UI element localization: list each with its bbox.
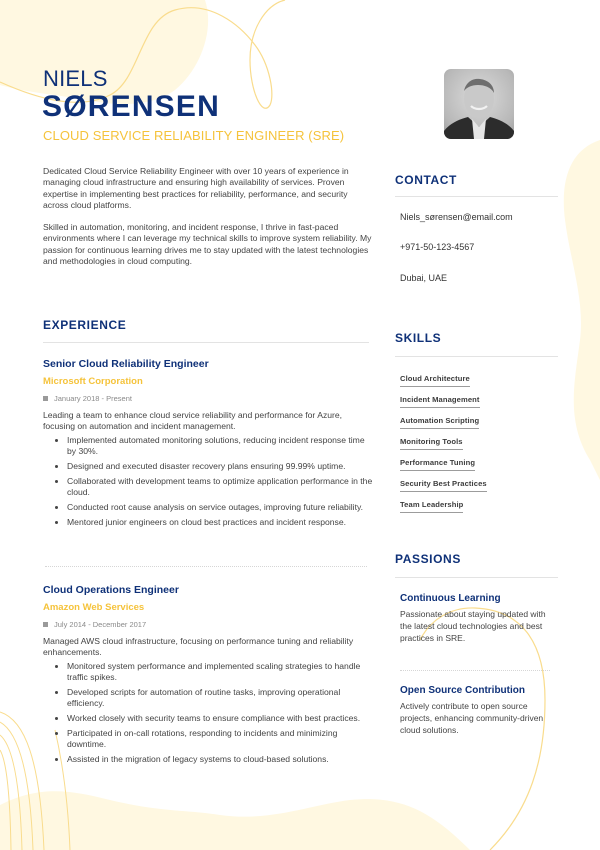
bullet-icon xyxy=(55,665,58,668)
skill-tag: Performance Tuning xyxy=(400,458,475,471)
contact-divider xyxy=(395,196,558,197)
contact-email[interactable]: Niels_sørensen@email.com xyxy=(400,212,513,222)
job-title: CLOUD SERVICE RELIABILITY ENGINEER (SRE) xyxy=(43,128,345,143)
skills-heading: SKILLS xyxy=(395,331,442,345)
passion-description: Actively contribute to open source projects, enhancing community-driven cloud solutions. xyxy=(400,701,544,735)
bullet-icon xyxy=(55,506,58,509)
bullet-icon xyxy=(55,465,58,468)
achievement-item xyxy=(55,517,373,528)
job-achievements xyxy=(43,661,373,765)
bullet-icon xyxy=(55,480,58,483)
bullet-icon xyxy=(55,691,58,694)
achievement-item xyxy=(55,754,373,765)
achievement-item xyxy=(55,435,373,457)
passion-item xyxy=(400,593,550,644)
achievement-text: Designed and executed disaster recovery plans ensuring 99.99% uptime. xyxy=(67,460,346,471)
passions-divider xyxy=(395,577,558,578)
job-entry xyxy=(43,584,373,769)
person-portrait-icon xyxy=(444,69,514,139)
job-dates: January 2018 - Present xyxy=(54,394,132,403)
bullet-icon xyxy=(55,521,58,524)
bullet-icon xyxy=(55,717,58,720)
achievement-text: Conducted root cause analysis on service outages, improving future reliability. xyxy=(67,501,364,512)
job-achievements xyxy=(43,435,373,528)
achievement-item xyxy=(55,687,373,709)
last-name: SØRENSEN xyxy=(42,90,220,123)
summary-paragraph: Dedicated Cloud Service Reliability Engineer with over 10 years of experience in managing cloud infrastructure and ensuring high availability of services. Proven expertise in implementing best practices for reliability, performance, and security across cloud platforms. xyxy=(43,166,349,210)
skill-tag: Security Best Practices xyxy=(400,479,487,492)
achievement-text: Monitored system performance and implemented scaling strategies to handle traffic spikes. xyxy=(67,660,361,682)
bullet-icon xyxy=(55,758,58,761)
passion-title: Open Source Contribution xyxy=(400,685,525,696)
achievement-text: Assisted in the migration of legacy systems to cloud-based solutions. xyxy=(67,753,329,764)
job-company: Microsoft Corporation xyxy=(43,376,143,387)
skill-tag: Automation Scripting xyxy=(400,416,479,429)
job-entry xyxy=(43,358,373,532)
job-role: Cloud Operations Engineer xyxy=(43,584,179,596)
experience-divider xyxy=(43,342,369,343)
skill-tag: Team Leadership xyxy=(400,500,463,513)
experience-heading: EXPERIENCE xyxy=(43,318,127,332)
achievement-text: Participated in on-call rotations, responding to incidents and minimizing downtime. xyxy=(67,727,338,749)
passion-item xyxy=(400,685,550,736)
achievement-item xyxy=(55,728,373,750)
passions-heading: PASSIONS xyxy=(395,552,461,566)
job-description: Leading a team to enhance cloud service reliability and performance for Azure, focusing on automation and incident management. xyxy=(43,410,343,432)
achievement-text: Mentored junior engineers on cloud best practices and incident response. xyxy=(67,516,346,527)
profile-photo xyxy=(444,69,514,139)
achievement-item xyxy=(55,661,373,683)
job-company: Amazon Web Services xyxy=(43,602,145,613)
skills-divider xyxy=(395,356,558,357)
summary-paragraph: Skilled in automation, monitoring, and incident response, I thrive in fast-paced environments where I can leverage my technical skills to improve system reliability. My passion for continuous learning drives me to stay updated with the latest technologies and methodologies in cloud computing. xyxy=(43,222,372,267)
job-description: Managed AWS cloud infrastructure, focusing on performance tuning and reliability enhancements. xyxy=(43,636,354,658)
achievement-text: Implemented automated monitoring solutions, reducing incident response time by 30%. xyxy=(67,434,365,456)
job-dates-row xyxy=(43,620,373,629)
professional-summary xyxy=(43,166,373,278)
passion-separator xyxy=(400,670,550,671)
skill-tag: Incident Management xyxy=(400,395,480,408)
contact-location: Dubai, UAE xyxy=(400,273,448,283)
bullet-icon xyxy=(55,439,58,442)
skill-tag: Monitoring Tools xyxy=(400,437,463,450)
contact-heading: CONTACT xyxy=(395,173,457,187)
job-dates: July 2014 - December 2017 xyxy=(54,620,147,629)
job-separator xyxy=(45,566,367,567)
calendar-icon xyxy=(43,622,48,627)
achievement-item xyxy=(55,461,373,472)
achievement-item xyxy=(55,476,373,498)
job-role: Senior Cloud Reliability Engineer xyxy=(43,358,209,370)
achievement-item xyxy=(55,713,373,724)
achievement-text: Developed scripts for automation of routine tasks, improving operational efficiency. xyxy=(67,686,341,708)
achievement-text: Worked closely with security teams to ensure compliance with best practices. xyxy=(67,712,361,723)
skills-list xyxy=(400,374,487,521)
first-name: NIELS xyxy=(43,66,108,91)
achievement-item xyxy=(55,502,373,513)
passion-title: Continuous Learning xyxy=(400,593,501,604)
passion-description: Passionate about staying updated with the latest cloud technologies and best practices in SRE. xyxy=(400,609,546,643)
calendar-icon xyxy=(43,396,48,401)
skill-tag: Cloud Architecture xyxy=(400,374,470,387)
bullet-icon xyxy=(55,732,58,735)
job-dates-row xyxy=(43,394,373,403)
contact-phone[interactable]: +971-50-123-4567 xyxy=(400,242,475,252)
achievement-text: Collaborated with development teams to optimize application performance in the cloud. xyxy=(67,475,373,497)
